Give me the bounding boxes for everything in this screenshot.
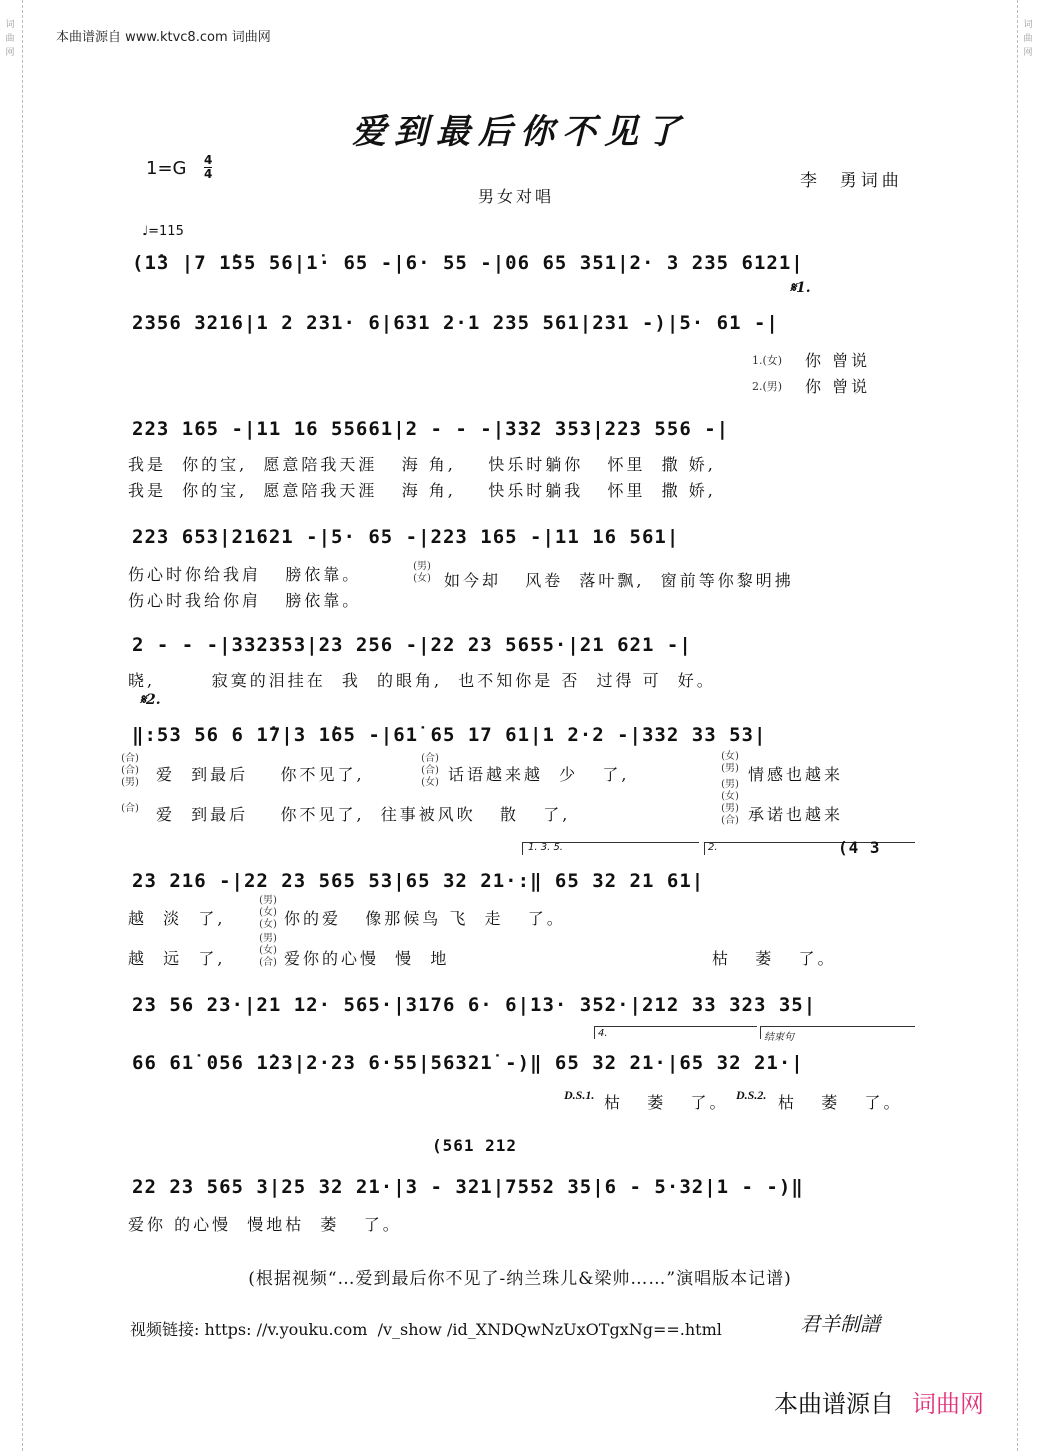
tempo-marking: ♩=115: [142, 224, 184, 239]
lyric-line: 越 淡 了,: [128, 909, 226, 928]
lyric-line: 枯 萎 了。: [604, 1093, 729, 1112]
voice-tag: (合): [259, 957, 277, 968]
voice-tag: (合): [421, 753, 439, 764]
voice-tag: (合): [121, 765, 139, 776]
notation-row: 23 56 23·|21 12· 565·|3176 6· 6|13· 352·|212 33 323 35|: [132, 994, 817, 1016]
verse-1-label: 1.(女): [752, 354, 783, 367]
segno-2: 𝄋2.: [140, 692, 161, 708]
volta-label-2: 2.: [708, 842, 718, 853]
voice-tag-male: (男): [413, 561, 431, 572]
notation-row: (1̇3 |7 1̇55 56|1̇· 65 -|6· 55 -|06 65 351|2· 3 235 6121|: [132, 252, 804, 274]
volta-bracket-2: [704, 842, 915, 855]
song-subtitle: 男女对唱: [478, 187, 555, 206]
lyric-line: 伤心时你给我肩 膀依靠。: [128, 565, 362, 584]
notation-row: 2356 3216|1 2 231· 6|631 2·1 235 561|231 -)|5· 61 -|: [132, 312, 779, 334]
watermark-char: 曲: [1023, 34, 1033, 44]
watermark-char: 曲: [5, 34, 15, 44]
notation-row: 2 - - -|332353|23 256 -|22 23 5655·|21 621 -|: [132, 634, 692, 656]
footer-brand-link[interactable]: 词曲网: [912, 1390, 984, 1418]
grace-notes: (561 212: [432, 1136, 518, 1155]
voice-tag: (合): [121, 803, 139, 814]
watermark-char: 词: [5, 20, 15, 30]
voice-tag: (男): [721, 779, 739, 790]
time-signature-bottom: 4: [204, 167, 213, 181]
lyric-line: 爱你 的心慢 慢地枯 萎 了。: [128, 1215, 402, 1234]
voice-tag-female: (女): [413, 573, 431, 584]
volta-bracket-4: [594, 1026, 757, 1039]
lyric-line: 爱 到最后 你不见了,: [156, 765, 365, 784]
lyric-line: 枯 萎 了。: [778, 1093, 903, 1112]
voice-tag: (女): [259, 919, 277, 930]
lyric-line: 爱你的心慢 慢 地: [284, 949, 450, 968]
voice-tag: (女): [721, 791, 739, 802]
voice-tag: (男): [259, 933, 277, 944]
song-title: 爱到最后你不见了: [352, 112, 688, 152]
voice-tag: (男): [121, 777, 139, 788]
transcription-footnote: (根据视频“…爱到最后你不见了-纳兰珠儿&梁帅……”演唱版本记谱): [248, 1269, 792, 1289]
notation-row: 66 61̇ 056 1̇23|2·23 6·55|56321̇ -)‖ 65 32 21·|65 32 21·|: [132, 1052, 804, 1074]
lyric-line: 爱 到最后 你不见了, 往事被风吹 散 了,: [156, 805, 571, 824]
volta-label-4: 4.: [598, 1028, 608, 1039]
voice-tag: (女): [259, 945, 277, 956]
watermark-char: 网: [1023, 48, 1033, 58]
left-watermark-strip: [0, 0, 23, 1451]
voice-tag: (男): [259, 895, 277, 906]
ds-marker-2: D.S.2.: [736, 1088, 767, 1102]
lyric-line: 我是 你的宝, 愿意陪我天涯 海 角, 快乐时躺你 怀里 撒 娇,: [128, 455, 716, 474]
composer-credit: 李 勇词曲: [800, 171, 903, 191]
voice-tag: (男): [721, 803, 739, 814]
lyric-line: 承诺也越来: [748, 805, 844, 824]
transcriber-signature: 君羊制譜: [800, 1312, 880, 1336]
lyric-line: 我是 你的宝, 愿意陪我天涯 海 角, 快乐时躺我 怀里 撒 娇,: [128, 481, 716, 500]
lyric-line: 你 曾说: [805, 377, 871, 396]
lyric-line: 你 曾说: [805, 351, 871, 370]
lyric-line: 情感也越来: [748, 765, 844, 784]
voice-tag: (合): [121, 753, 139, 764]
voice-tag: (女): [721, 751, 739, 762]
notation-row: 23 216 -|22 23 565 53|65 32 21·:‖ 65 32 21 61|: [132, 870, 705, 892]
notation-row: ‖:53 56 6 1̇7|3 1̇65 -|61̇ 65 17 61|1 2·2 -|332 33 53|: [132, 724, 767, 746]
voice-tag: (女): [259, 907, 277, 918]
watermark-char: 网: [5, 48, 15, 58]
voice-tag: (合): [421, 765, 439, 776]
source-header: 本曲谱源自 www.ktvc8.com 词曲网: [56, 30, 271, 45]
lyric-line: 你的爱 像那候鸟 飞 走 了。: [284, 909, 566, 928]
voice-tag: (合): [721, 815, 739, 826]
lyric-line: 话语越来越 少 了,: [448, 765, 630, 784]
time-signature-top: 4: [204, 153, 213, 167]
lyric-line: 伤心时我给你肩 膀依靠。: [128, 591, 362, 610]
ds-marker-1: D.S.1.: [564, 1088, 595, 1102]
notation-row: 223 165 -|11 16 55661|2 - - -|332 353|223 556 -|: [132, 418, 730, 440]
footer-source: [774, 1384, 984, 1419]
lyric-line: 越 远 了,: [128, 949, 226, 968]
volta-label-1: 1. 3. 5.: [528, 842, 563, 853]
voice-tag: (男): [721, 763, 739, 774]
lyric-line: 晓, 寂寞的泪挂在 我 的眼角, 也不知你是 否 过得 可 好。: [128, 671, 716, 690]
notation-row: 22 23 565 3|25 32 21·|3 - 321|7552 35|6 - 5·32|1 - -)‖: [132, 1176, 804, 1198]
key-signature: 1=G: [146, 158, 187, 179]
notation-row: 223 653|21621 -|5· 65 -|223 165 -|11 16 561|: [132, 526, 680, 548]
right-watermark-strip: [1017, 0, 1040, 1451]
segno-1: 𝄋1.: [790, 280, 811, 296]
video-link[interactable]: 视频链接: https: //v.youku.com /v_show /id_XNDQwNzUxOTgxNg==.html: [130, 1320, 722, 1339]
watermark-char: 词: [1023, 20, 1033, 30]
volta-label-ending: 结束句: [764, 1032, 794, 1043]
verse-2-label: 2.(男): [752, 380, 783, 393]
voice-tag: (女): [421, 777, 439, 788]
bracket-43: (4 3: [838, 838, 881, 857]
lyric-line: 枯 萎 了。: [712, 949, 837, 968]
time-signature: [204, 154, 212, 181]
footer-source-text: 本曲谱源自: [774, 1390, 894, 1418]
lyric-line: 如今却 风卷 落叶飘, 窗前等你黎明拂: [444, 571, 794, 590]
